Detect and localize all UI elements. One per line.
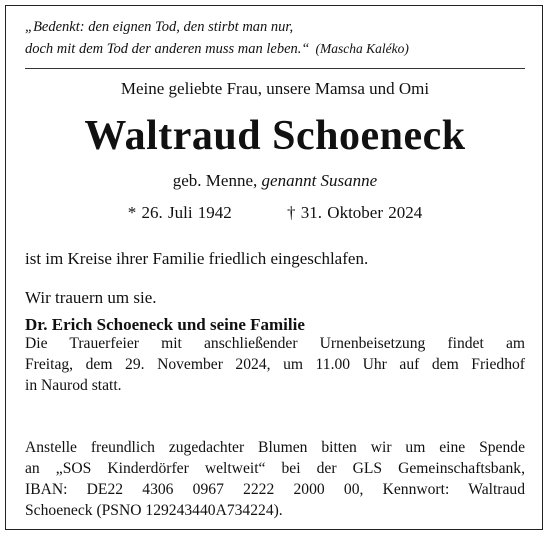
donation-line-3: IBAN: DE22 4306 0967 2222 2000 00, Kennwort: Waltraud — [25, 481, 525, 498]
funeral-info — [25, 333, 525, 396]
passing-statement: ist im Kreise ihrer Familie friedlich eingeschlafen. — [25, 249, 369, 268]
birth-name: geb. Menne, — [172, 171, 258, 190]
funeral-line-2: Freitag, dem 29. November 2024, um 11.00 Uhr auf dem Friedhof — [25, 356, 525, 373]
donation-line-1: Anstelle freundlich zugedachter Blumen bitten wir um eine Spende — [25, 439, 525, 456]
intro-line: Meine geliebte Frau, unsere Mamsa und Omi — [120, 79, 430, 98]
epigraph-quote — [25, 17, 525, 60]
funeral-line-3: in Naurod statt. — [25, 377, 122, 394]
deceased-name: Waltraud Schoeneck — [84, 113, 466, 159]
divider-rule — [25, 68, 525, 69]
family-signature: Dr. Erich Schoeneck und seine Familie — [25, 315, 305, 334]
donation-line-4: Schoeneck (PSNO 129243440A734224). — [25, 502, 283, 519]
called-name: genannt Susanne — [261, 171, 378, 190]
donation-info — [25, 437, 525, 521]
death-date: † 31. Oktober 2024 — [287, 203, 423, 222]
birth-date: * 26. Juli 1942 — [127, 203, 232, 222]
quote-author: (Mascha Kaléko) — [315, 41, 409, 56]
life-dates — [25, 203, 525, 223]
quote-line-2 — [25, 38, 525, 60]
birth-name-line — [25, 171, 525, 191]
funeral-line-1: Die Trauerfeier mit anschließender Urnenbeisetzung findet am — [25, 335, 525, 352]
mourning-line: Wir trauern um sie. — [25, 288, 157, 307]
quote-line-1: „Bedenkt: den eignen Tod, den stirbt man nur, — [25, 19, 294, 35]
donation-line-2: an „SOS Kinderdörfer weltweit“ bei der GLS Gemeinschaftsbank, — [25, 460, 525, 477]
quote-line-2-text: doch mit dem Tod der anderen muss man leben.“ — [25, 41, 310, 57]
